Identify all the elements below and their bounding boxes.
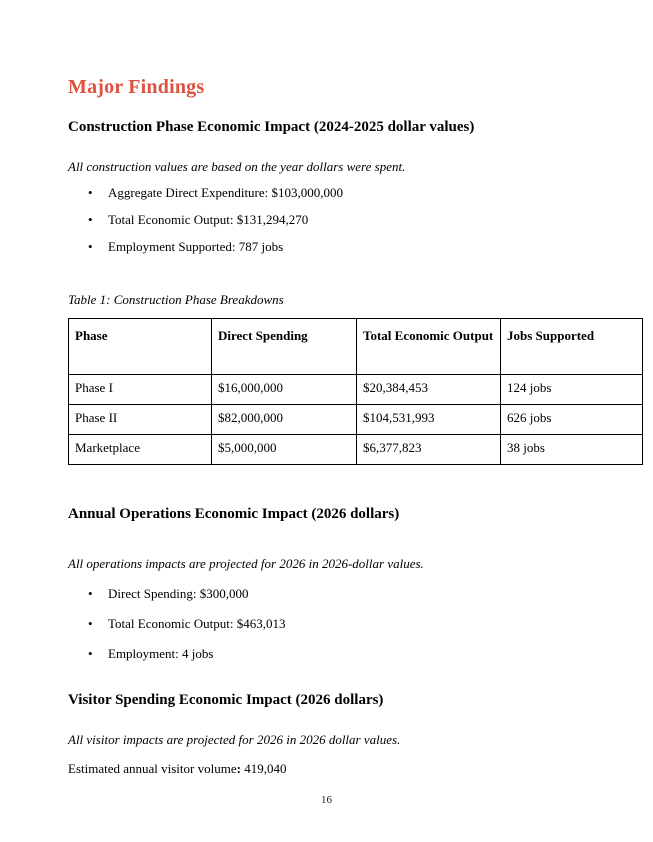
cell-jobs: 626 jobs [501, 405, 643, 435]
construction-breakdown-table [68, 318, 643, 465]
construction-heading: Construction Phase Economic Impact (2024-2025 dollar values) [68, 119, 475, 135]
cell-phase: Phase I [69, 375, 212, 405]
cell-direct-spending: $5,000,000 [212, 435, 357, 465]
cell-total-output: $6,377,823 [357, 435, 501, 465]
bullet-text: • Aggregate Direct Expenditure: $103,000,000 [108, 185, 344, 200]
cell-direct-spending: $16,000,000 [212, 375, 357, 405]
operations-note: All operations impacts are projected for 2026 in 2026-dollar values. [68, 556, 424, 571]
bullet-text: • Total Economic Output: $131,294,270 [108, 212, 309, 227]
list-item [68, 617, 590, 630]
column-header-phase: Phase [69, 319, 212, 375]
list-item [68, 240, 590, 253]
operations-bullet-list [68, 587, 590, 677]
table-header-row [69, 319, 643, 375]
visitor-note: All visitor impacts are projected for 2026 in 2026 dollar values. [68, 732, 401, 747]
table-caption: Table 1: Construction Phase Breakdowns [68, 292, 284, 307]
cell-jobs: 124 jobs [501, 375, 643, 405]
visitor-volume-line [68, 761, 286, 777]
table-row [69, 435, 643, 465]
list-item [68, 213, 590, 226]
visitor-volume-label: Estimated annual visitor volume [68, 761, 237, 776]
column-header-jobs-supported: Jobs Supported [501, 319, 643, 375]
list-item [68, 186, 590, 199]
table-row [69, 405, 643, 435]
operations-heading: Annual Operations Economic Impact (2026 dollars) [68, 506, 400, 522]
page-number: 16 [321, 794, 332, 806]
cell-jobs: 38 jobs [501, 435, 643, 465]
column-header-total-economic-output: Total Economic Output [357, 319, 501, 375]
list-item [68, 587, 590, 600]
visitor-volume-value: 419,040 [244, 761, 287, 776]
bullet-text: • Total Economic Output: $463,013 [108, 616, 286, 631]
visitor-heading: Visitor Spending Economic Impact (2026 dollars) [68, 692, 384, 708]
visitor-volume-separator: : [236, 761, 241, 776]
table-row [69, 375, 643, 405]
cell-phase: Phase II [69, 405, 212, 435]
page-title: Major Findings [68, 76, 205, 98]
construction-bullet-list [68, 186, 590, 267]
construction-note: All construction values are based on the year dollars were spent. [68, 159, 406, 174]
cell-direct-spending: $82,000,000 [212, 405, 357, 435]
bullet-text: • Direct Spending: $300,000 [108, 586, 249, 601]
cell-total-output: $20,384,453 [357, 375, 501, 405]
bullet-text: • Employment: 4 jobs [108, 646, 214, 661]
bullet-text: • Employment Supported: 787 jobs [108, 239, 284, 254]
cell-phase: Marketplace [69, 435, 212, 465]
cell-total-output: $104,531,993 [357, 405, 501, 435]
list-item [68, 647, 590, 660]
column-header-direct-spending: Direct Spending [212, 319, 357, 375]
